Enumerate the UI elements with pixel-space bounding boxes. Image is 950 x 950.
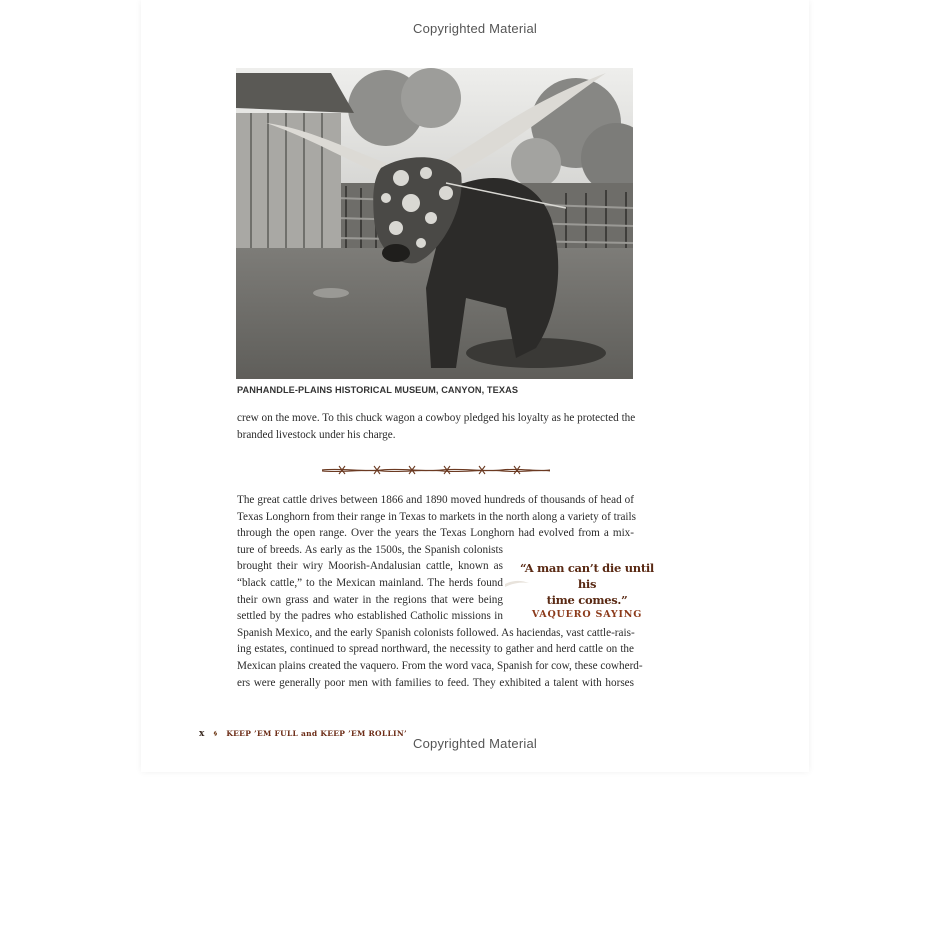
paragraph-continued (237, 410, 634, 443)
text-line: crew on the move. To this chuck wagon a cowboy pledged his loyalty as he protected the (237, 412, 636, 424)
longhorn-photo (236, 68, 633, 379)
pull-quote-line-1: “A man can’t die until his (520, 561, 654, 591)
longhorn-photo-illustration (236, 68, 633, 379)
text-line: settled by the padres who established Catholic missions in (237, 610, 503, 623)
text-line: through the open range. Over the years the Texas Longhorn had evolved from a mix- (237, 527, 634, 540)
text-line: Texas Longhorn from their range in Texas to markets in the north along a variety of trails (237, 510, 636, 523)
copyright-watermark-top: Copyrighted Material (413, 21, 537, 36)
text-line: Spanish Mexico, and the early Spanish colonists followed. As haciendas, vast cattle-rais- (237, 626, 635, 639)
copyright-watermark-bottom: Copyrighted Material (413, 736, 537, 751)
pull-quote-line-2: time comes.” (546, 593, 628, 607)
text-line: The great cattle drives between 1866 and 1890 moved hundreds of thousands of head of (237, 494, 634, 506)
page-number: x (199, 729, 205, 739)
pull-quote (517, 560, 657, 620)
pull-quote-source: VAQUERO SAYING (531, 609, 643, 620)
text-line: ture of breeds. As early as the 1500s, the Spanish colonists (237, 543, 503, 556)
spiral-ornament-icon: 🌀︎ (213, 729, 218, 738)
barbed-wire-divider (322, 463, 550, 477)
text-line: their own grass and water in the regions that were being (237, 593, 503, 606)
photo-caption: PANHANDLE-PLAINS HISTORICAL MUSEUM, CANYON, TEXAS (237, 385, 519, 395)
text-line: branded livestock under his charge. (237, 428, 396, 441)
text-line: ing estates, continued to spread northward, the necessity to gather and herd cattle on the (237, 643, 634, 656)
text-line: brought their wiry Moorish-Andalusian cattle, known as (237, 560, 503, 573)
running-title: KEEP ’EM FULL and KEEP ’EM ROLLIN’ (226, 729, 407, 738)
text-line: ers were generally poor men with families to feed. They exhibited a talent with horses (237, 676, 634, 689)
text-line: “black cattle,” to the Mexican mainland. The herds found (237, 576, 503, 589)
text-line: Mexican plains created the vaquero. From the word vaca, Spanish for cow, these cowherd- (237, 659, 643, 672)
